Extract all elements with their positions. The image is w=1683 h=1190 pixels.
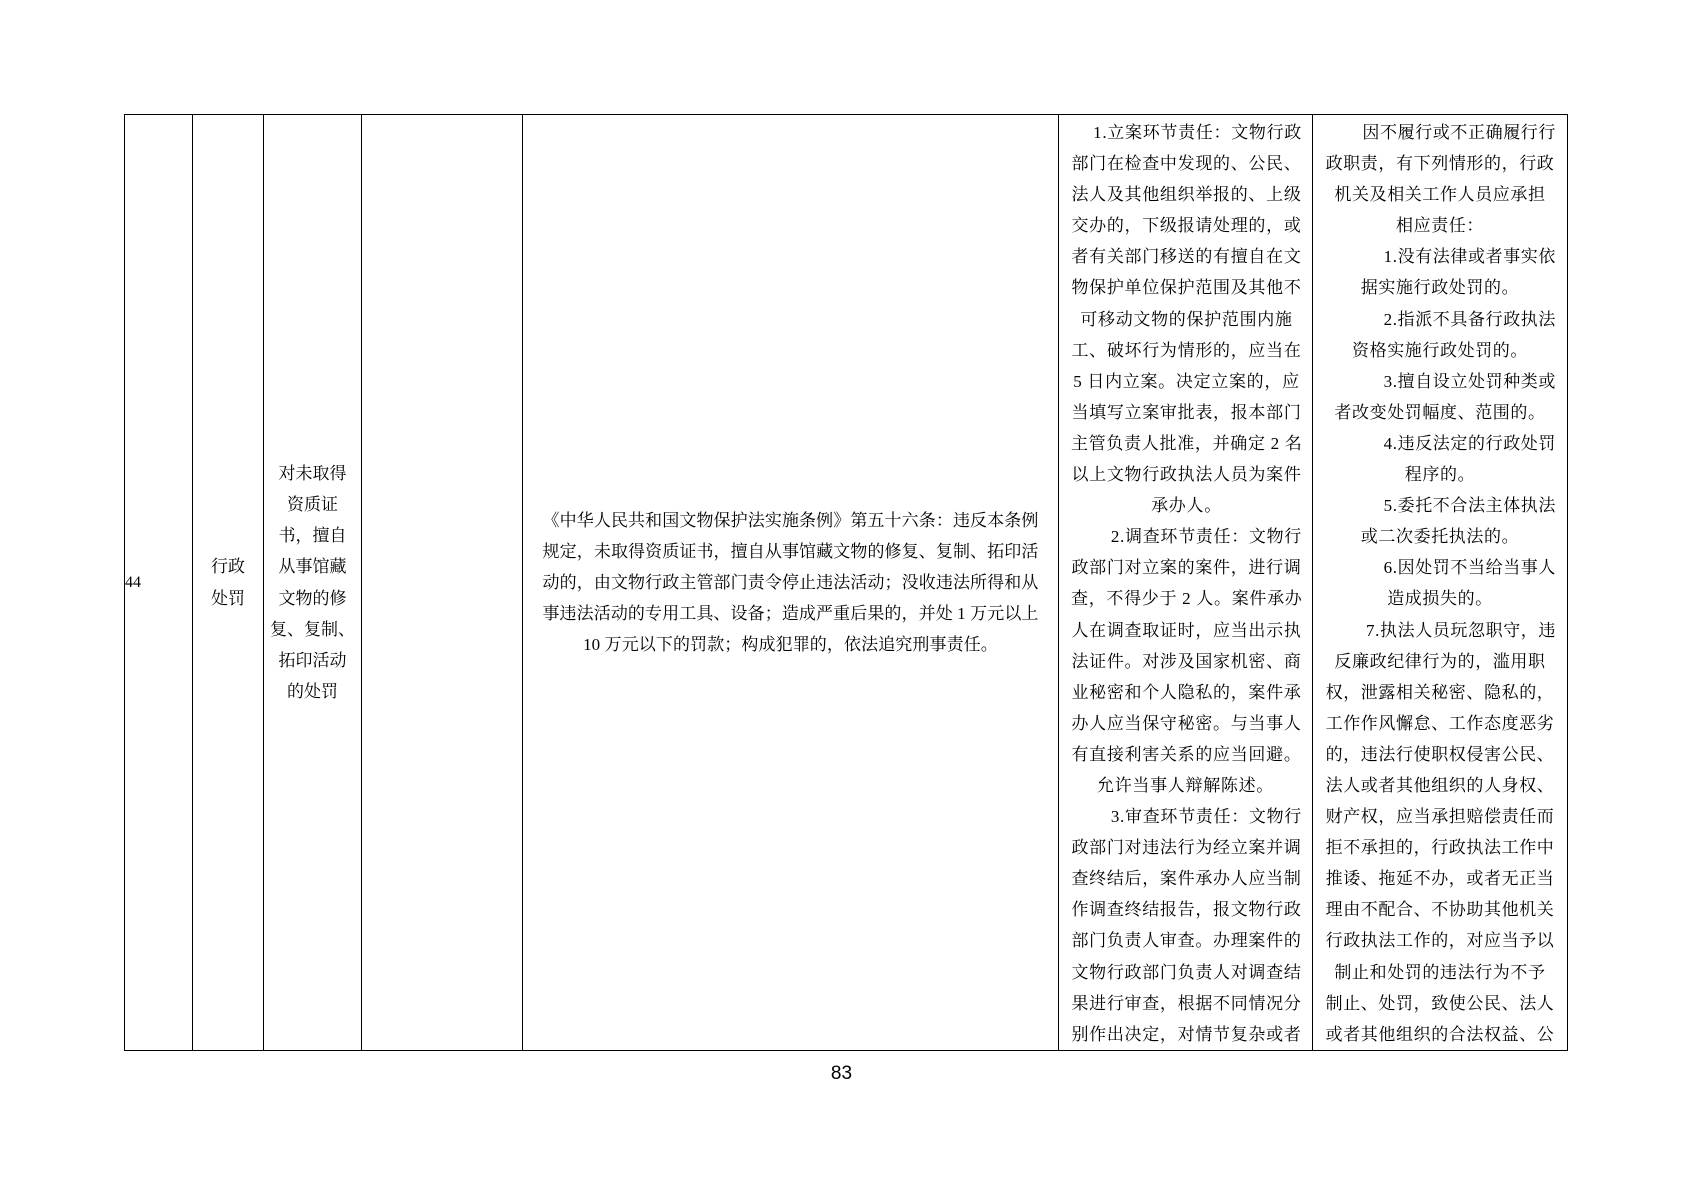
table-row	[125, 115, 1568, 1051]
accountability-line: 制止和处罚的违法行为不予	[1334, 962, 1546, 982]
row-index: 44	[125, 573, 141, 591]
responsibility-line: 2.调查环节责任：文物行	[1110, 527, 1302, 547]
legal-basis-line: 规定，未取得资质证书，擅自从事馆藏文物的修复、复制、拓印活	[542, 541, 1039, 561]
accountability-line: 资格实施行政处罚的。	[1352, 340, 1528, 360]
responsibility-line: 以上文物行政执法人员为案件	[1071, 465, 1302, 485]
item-name-line: 对未取得	[278, 464, 347, 484]
accountability-line: 1.没有法律或者事实依	[1383, 247, 1556, 267]
responsibility-line: 果进行审查，根据不同情况分	[1071, 993, 1302, 1013]
responsibility-line: 部门负责人审查。办理案件的	[1071, 931, 1302, 951]
sub-item-cell	[362, 115, 523, 1051]
accountability-line: 据实施行政处罚的。	[1360, 278, 1520, 298]
accountability-line: 制止、处罚，致使公民、法人	[1325, 993, 1555, 1013]
accountability-line: 推诿、拖延不办，或者无正当	[1325, 869, 1555, 889]
accountability-line: 相应责任：	[1396, 216, 1484, 236]
responsibility-line: 别作出决定，对情节复杂或者	[1071, 1024, 1302, 1044]
responsibility-line: 1.立案环节责任：文物行政	[1093, 123, 1302, 142]
item-name-line: 从事馆藏	[278, 557, 347, 577]
responsibility-line: 业秘密和个人隐私的，案件承	[1071, 682, 1302, 702]
accountability-line: 因不履行或不正确履行行	[1362, 123, 1556, 142]
item-name-line: 文物的修	[278, 588, 347, 608]
accountability-line: 的，违法行使职权侵害公民、	[1325, 744, 1555, 764]
accountability-line: 或二次委托执法的。	[1360, 527, 1520, 547]
accountability-line: 工作作风懈怠、工作态度恶劣	[1325, 713, 1555, 733]
accountability-line: 理由不配合、不协助其他机关	[1325, 900, 1555, 920]
accountability-line: 拒不承担的，行政执法工作中	[1325, 838, 1555, 858]
item-name-line: 复、复制、	[270, 619, 355, 639]
responsibility-line: 查终结后，案件承办人应当制	[1071, 869, 1302, 889]
legal-basis-cell	[523, 115, 1059, 1051]
responsibility-line: 部门在检查中发现的、公民、	[1071, 154, 1302, 174]
item-name-line: 资质证	[287, 495, 338, 515]
page-number: 83	[830, 1063, 853, 1084]
accountability-line: 机关及相关工作人员应承担	[1334, 185, 1546, 205]
responsibility-line: 者有关部门移送的有擅自在文	[1071, 247, 1302, 267]
accountability-line: 5.委托不合法主体执法	[1383, 496, 1556, 516]
responsibility-line: 物保护单位保护范围及其他不	[1071, 278, 1302, 298]
accountability-line: 2.指派不具备行政执法	[1383, 309, 1556, 329]
responsibility-line: 法证件。对涉及国家机密、商	[1071, 651, 1302, 671]
responsibility-line: 工、破坏行为情形的，应当在	[1071, 340, 1302, 360]
accountability-line: 权，泄露相关秘密、隐私的，	[1325, 682, 1555, 702]
responsibility-table	[124, 114, 1568, 1051]
accountability-line: 或者其他组织的合法权益、公	[1325, 1024, 1555, 1044]
accountability-line: 反廉政纪律行为的，滥用职	[1334, 651, 1546, 671]
item-name-cell	[264, 115, 362, 1051]
accountability-cell	[1313, 115, 1568, 1051]
index-cell	[125, 115, 193, 1051]
category-cell	[193, 115, 264, 1051]
responsibility-line: 政部门对违法行为经立案并调	[1071, 838, 1302, 858]
category-line: 行政	[211, 557, 245, 577]
responsibility-line: 有直接利害关系的应当回避。	[1071, 744, 1302, 764]
responsibility-line: 人在调查取证时，应当出示执	[1071, 620, 1302, 640]
legal-basis-line: 事违法活动的专用工具、设备；造成严重后果的，并处 1 万元以上	[542, 604, 1039, 624]
category-line: 处罚	[211, 588, 245, 608]
legal-basis-line: 10 万元以下的罚款；构成犯罪的，依法追究刑事责任。	[583, 635, 998, 655]
accountability-line: 法人或者其他组织的人身权、	[1325, 775, 1555, 795]
legal-basis-line: 《中华人民共和国文物保护法实施条例》第五十六条：违反本条例	[542, 510, 1039, 530]
responsibility-line: 承办人。	[1151, 496, 1222, 516]
responsibility-line: 法人及其他组织举报的、上级	[1071, 185, 1302, 205]
accountability-line: 6.因处罚不当给当事人	[1383, 558, 1556, 578]
responsibility-line: 文物行政部门负责人对调查结	[1071, 962, 1302, 982]
responsibility-line: 办人应当保守秘密。与当事人	[1071, 713, 1302, 733]
accountability-line: 造成损失的。	[1387, 589, 1493, 609]
accountability-line: 4.违反法定的行政处罚	[1383, 433, 1556, 453]
item-name-line: 拓印活动	[278, 650, 347, 670]
item-name-line: 的处罚	[287, 681, 338, 701]
responsibility-line: 5 日内立案。决定立案的，应	[1073, 371, 1300, 391]
responsibility-line: 可移动文物的保护范围内施	[1080, 309, 1293, 329]
responsibility-line: 允许当事人辩解陈述。	[1097, 775, 1274, 795]
item-name-line: 书，擅自	[278, 526, 347, 546]
responsibility-line: 主管负责人批准，并确定 2 名	[1071, 433, 1303, 453]
responsibility-line: 3.审查环节责任：文物行	[1110, 807, 1302, 827]
accountability-line: 程序的。	[1404, 465, 1476, 485]
accountability-line: 行政执法工作的，对应当予以	[1325, 931, 1555, 951]
accountability-line: 3.擅自设立处罚种类或	[1383, 371, 1556, 391]
legal-basis-line: 动的，由文物行政主管部门责令停止违法活动；没收违法所得和从	[542, 572, 1039, 592]
responsibility-line: 政部门对立案的案件，进行调	[1071, 558, 1302, 578]
responsibility-line: 查，不得少于 2 人。案件承办	[1071, 589, 1303, 609]
responsibility-line: 作调查终结报告，报文物行政	[1071, 900, 1302, 920]
responsibility-line: 交办的，下级报请处理的，或	[1071, 216, 1302, 236]
accountability-line: 政职责，有下列情形的，行政	[1325, 154, 1555, 174]
responsibility-line: 当填写立案审批表，报本部门	[1071, 402, 1302, 422]
accountability-line: 财产权，应当承担赔偿责任而	[1325, 807, 1555, 827]
responsibility-cell	[1059, 115, 1313, 1051]
accountability-line: 者改变处罚幅度、范围的。	[1334, 402, 1546, 422]
accountability-line: 7.执法人员玩忽职守，违	[1366, 620, 1556, 640]
